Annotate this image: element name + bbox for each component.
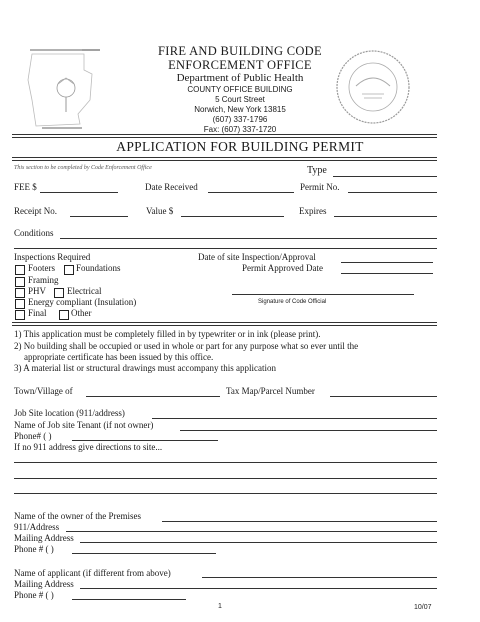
final-label: Final	[28, 308, 47, 318]
site-phone-label: Phone# ( )	[14, 431, 52, 441]
permit-no-label: Permit No.	[300, 182, 340, 192]
conditions-field-2[interactable]	[14, 248, 437, 249]
instruction-2-cont: appropriate certificate has been issued by this office.	[24, 352, 214, 362]
fee-label: FEE $	[14, 182, 37, 192]
job-site-field[interactable]	[152, 418, 437, 419]
final-checkbox[interactable]	[15, 310, 25, 320]
directions-line-2[interactable]	[14, 478, 437, 479]
tax-map-field[interactable]	[330, 396, 437, 397]
type-label: Type	[307, 165, 327, 176]
inspections-heading: Inspections Required	[14, 252, 91, 262]
fee-field[interactable]	[40, 192, 118, 193]
owner-address-label: 911/Address	[14, 522, 60, 532]
applicant-phone-label: Phone # ( )	[14, 590, 54, 600]
phv-checkbox[interactable]	[15, 288, 25, 298]
town-field[interactable]	[86, 396, 220, 397]
date-received-label: Date Received	[145, 182, 198, 192]
foundations-checkbox[interactable]	[64, 265, 74, 275]
site-phone-field[interactable]	[72, 440, 218, 441]
permit-approved-field[interactable]	[341, 273, 433, 274]
applicant-name-label: Name of applicant (if different from above)	[14, 568, 171, 578]
job-site-label: Job Site location (911/address)	[14, 408, 125, 418]
date-received-field[interactable]	[208, 192, 294, 193]
owner-name-label: Name of the owner of the Premises	[14, 511, 141, 521]
page-number: 1	[218, 603, 222, 610]
value-field[interactable]	[181, 216, 284, 217]
instruction-3: 3) A material list or structural drawings must accompany this application	[14, 363, 276, 373]
conditions-field[interactable]	[60, 238, 437, 239]
tax-map-label: Tax Map/Parcel Number	[226, 386, 315, 396]
revision-date: 10/07	[414, 604, 432, 611]
footers-label: Footers	[28, 263, 55, 273]
receipt-no-label: Receipt No.	[14, 206, 57, 216]
street-address: 5 Court Street	[215, 95, 265, 104]
date-site-inspection-label: Date of site Inspection/Approval	[198, 252, 316, 262]
office-name-line2: ENFORCEMENT OFFICE	[168, 58, 312, 72]
energy-label: Energy compliant (Insulation)	[28, 297, 137, 307]
applicant-mailing-label: Mailing Address	[14, 579, 74, 589]
value-label: Value $	[146, 206, 174, 216]
signature-caption: Signature of Code Official	[258, 299, 327, 305]
applicant-mailing-field[interactable]	[80, 588, 437, 589]
owner-phone-label: Phone # ( )	[14, 544, 54, 554]
city-address: Norwich, New York 13815	[194, 105, 286, 114]
permit-no-field[interactable]	[348, 192, 437, 193]
other-label: Other	[71, 308, 92, 318]
phone-number: (607) 337-1796	[212, 115, 268, 124]
energy-checkbox[interactable]	[15, 299, 25, 309]
applicant-phone-field[interactable]	[72, 599, 186, 600]
instruction-1: 1) This application must be completely filled in by typewriter or in ink (please print).	[14, 329, 321, 339]
owner-mailing-field[interactable]	[80, 542, 437, 543]
building-name: COUNTY OFFICE BUILDING	[187, 85, 293, 94]
phv-label: PHV	[28, 286, 47, 296]
framing-checkbox[interactable]	[15, 277, 25, 287]
conditions-label: Conditions	[14, 228, 54, 238]
footers-checkbox[interactable]	[15, 265, 25, 275]
receipt-no-field[interactable]	[70, 216, 128, 217]
foundations-label: Foundations	[76, 263, 121, 273]
expires-label: Expires	[299, 206, 327, 216]
owner-name-field[interactable]	[162, 521, 437, 522]
instruction-2: 2) No building shall be occupied or used in whole or part for any purpose what so ever until the	[14, 341, 359, 351]
directions-label: If no 911 address give directions to site...	[14, 442, 163, 452]
form-title: APPLICATION FOR BUILDING PERMIT	[116, 139, 364, 154]
signature-line[interactable]	[232, 294, 414, 295]
directions-line-3[interactable]	[14, 493, 437, 494]
tenant-field[interactable]	[180, 430, 437, 431]
tenant-label: Name of Job site Tenant (if not owner)	[14, 420, 154, 430]
office-use-note: This section to be completed by Code Enforcement Office	[14, 165, 152, 171]
owner-address-field[interactable]	[66, 531, 437, 532]
other-checkbox[interactable]	[59, 310, 69, 320]
framing-label: Framing	[28, 275, 59, 285]
permit-approved-label: Permit Approved Date	[242, 263, 323, 273]
fax-number: Fax: (607) 337-1720	[203, 125, 277, 134]
date-site-inspection-field[interactable]	[341, 262, 433, 263]
electrical-label: Electrical	[67, 286, 102, 296]
owner-phone-field[interactable]	[72, 553, 216, 554]
owner-mailing-label: Mailing Address	[14, 533, 74, 543]
department: Department of Public Health	[176, 72, 304, 84]
town-label: Town/Village of	[14, 386, 73, 396]
type-field[interactable]	[333, 176, 437, 177]
county-seal	[334, 48, 412, 126]
applicant-name-field[interactable]	[202, 577, 437, 578]
office-name-line1: FIRE AND BUILDING CODE	[158, 44, 322, 58]
expires-field[interactable]	[334, 216, 437, 217]
directions-line-1[interactable]	[14, 462, 437, 463]
